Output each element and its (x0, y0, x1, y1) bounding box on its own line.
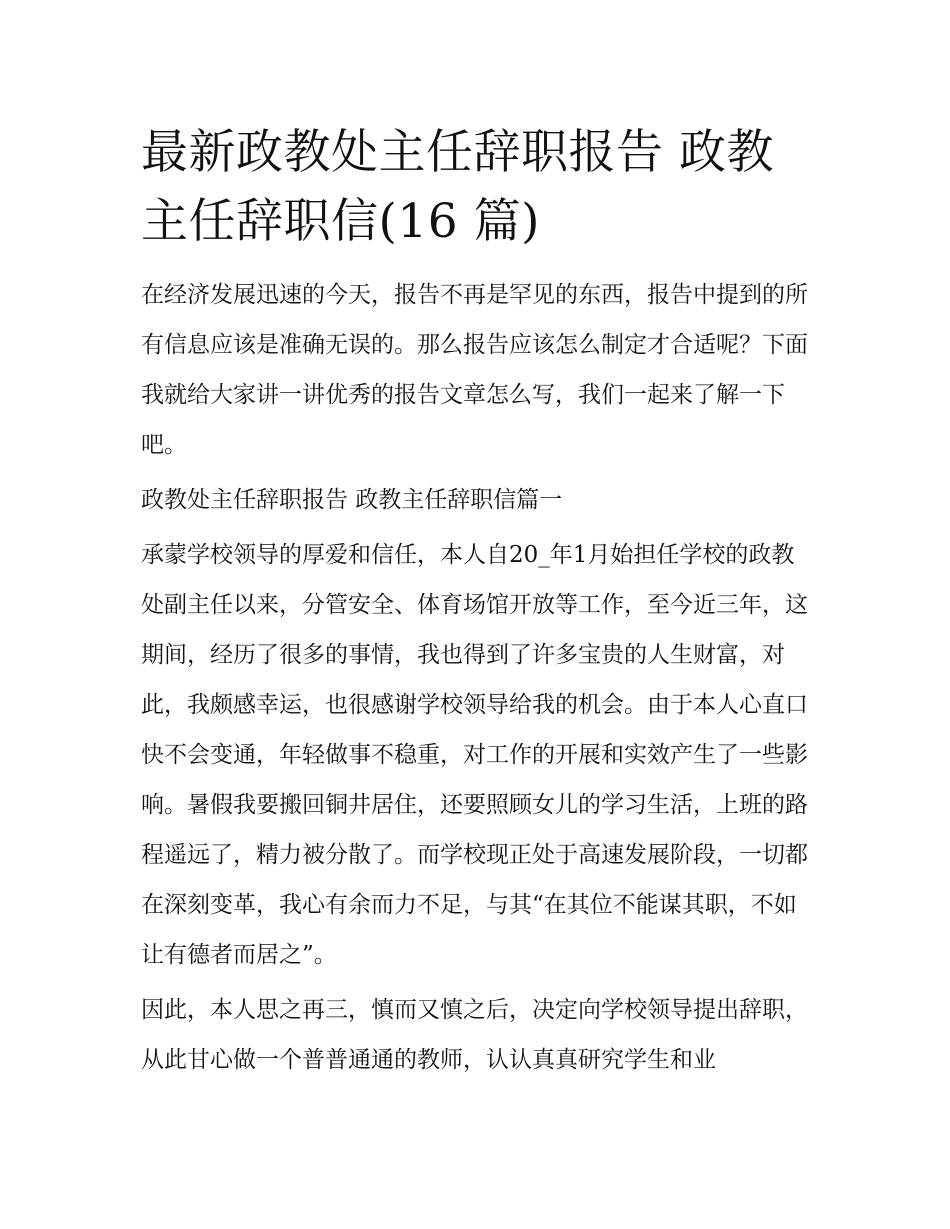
document-title: 最新政教处主任辞职报告 政教主任辞职信(16 篇) (141, 125, 774, 249)
document-body (141, 118, 813, 1085)
intro-paragraph: 在经济发展迅速的今天，报告不再是罕见的东西，报告中提到的所有信息应该是准确无误的。那么报告应该怎么制定才合适呢？下面我就给大家讲一讲优秀的报告文章怎么写，我们一起来了解一下吧。 (141, 282, 808, 458)
body-paragraph: 承蒙学校领导的厚爱和信任，本人自20_年1月始担任学校的政教处副主任以来，分管安全、体育场馆开放等工作，至今近三年，这期间，经历了很多的事情，我也得到了许多宝贵的人生财富，对此，我颇感幸运，也很感谢学校领导给我的机会。由于本人心直口快不会变通，年轻做事不稳重，对工作的开展和实效产生了一些影响。暑假我要搬回铜井居住，还要照顾女儿的学习生活，上班的路程遥远了，精力被分散了。而学校现正处于高速发展阶段，一切都在深刻变革，我心有余而力不足，与其“在其位不能谋其职，不如让有德者而居之”。 (141, 542, 808, 968)
body-paragraph: 因此，本人思之再三，慎而又慎之后，决定向学校领导提出辞职，从此甘心做一个普普通通的教师，认认真真研究学生和业 (141, 997, 808, 1073)
section-heading: 政教处主任辞职报告 政教主任辞职信篇一 (141, 487, 563, 513)
